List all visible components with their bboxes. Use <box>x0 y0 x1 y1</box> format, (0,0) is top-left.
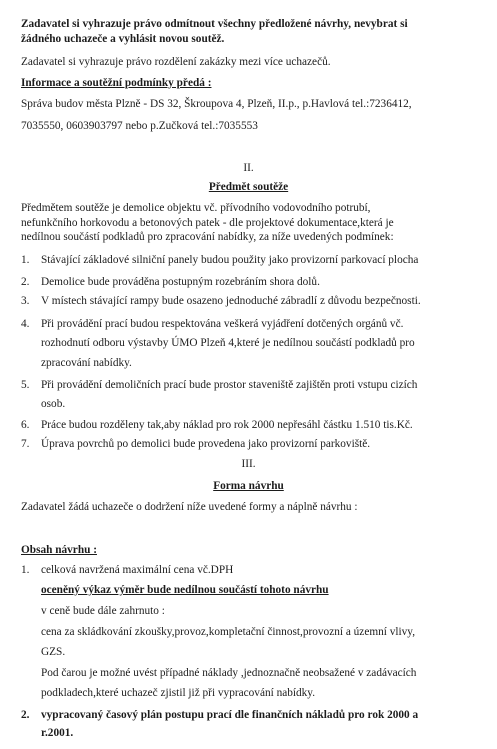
subject-paragraph-line-1: Předmětem soutěže je demolice objektu vč. přívodního vodovodního potrubí, <box>21 202 371 214</box>
content-item-2-line-2: r.2001. <box>41 727 74 739</box>
subject-paragraph-line-3: nedílnou součástí podkladů pro zpracování nabídky, za níže uvedených podmínek: <box>21 231 394 243</box>
content-item-1-subtitle: oceněný výkaz výměr bude nedílnou součástí tohoto návrhu <box>41 584 329 596</box>
content-heading: Obsah návrhu : <box>21 544 97 556</box>
included-costs-line-2: GZS. <box>41 646 66 658</box>
condition-number: 7. <box>21 438 30 450</box>
subject-paragraph-line-2: nefunkčního horkovodu a betonových patek - dle projektové dokumentace,která je <box>21 217 394 229</box>
included-costs-label: v ceně bude dále zahrnuto : <box>41 605 165 617</box>
content-item-1-number: 1. <box>21 564 30 576</box>
condition-text: Stávající základové silniční panely budou použity jako provizorní parkovací plocha <box>41 254 419 266</box>
condition-text: rozhodnutí odboru výstavby ÚMO Plzeň 4,které je nedílnou součástí podkladů pro <box>41 337 415 349</box>
reserve-rights-line-2: žádného uchazeče a vyhlásit novou soutěž. <box>21 33 225 45</box>
reserve-rights-line-1: Zadavatel si vyhrazuje právo odmítnout všechny předložené návrhy, nevybrat si <box>21 18 408 30</box>
contact-line-1: Správa budov města Plzně - DS 32, Škroupova 4, Plzeň, II.p., p.Havlová tel.:7236412, <box>21 98 412 110</box>
cost-note-line-1: Pod čarou je možné uvést případné náklady ,jednoznačně neobsažené v zadávacích <box>41 667 417 679</box>
condition-text: Práce budou rozděleny tak,aby náklad pro rok 2000 nepřesáhl částku 1.510 tis.Kč. <box>41 419 413 431</box>
condition-number: 2. <box>21 276 30 288</box>
content-item-2-number: 2. <box>21 709 30 721</box>
content-item-2-line-1: vypracovaný časový plán postupu prací dle finančních nákladů pro rok 2000 a <box>41 709 419 721</box>
cost-note-line-2: podkladech,které uchazeč zjistil již při vypracování nabídky. <box>41 687 316 699</box>
section-2-numeral: II. <box>243 162 254 174</box>
section-3-title: Forma návrhu <box>213 480 284 492</box>
condition-text: Při provádění prací budou respektována veškerá vyjádření dotčených orgánů vč. <box>41 318 404 330</box>
condition-number: 4. <box>21 318 30 330</box>
condition-text: Demolice bude prováděna postupným rozebráním shora dolů. <box>41 276 320 288</box>
condition-number: 3. <box>21 295 30 307</box>
section-3-numeral: III. <box>241 458 256 470</box>
info-heading: Informace a soutěžní podmínky předá : <box>21 77 212 89</box>
condition-number: 1. <box>21 254 30 266</box>
form-paragraph: Zadavatel žádá uchazeče o dodržení níže uvedené formy a náplně návrhu : <box>21 501 358 513</box>
condition-text: V místech stávající rampy bude osazeno jednoduché zábradlí z důvodu bezpečnosti. <box>41 295 421 307</box>
section-2-title: Předmět soutěže <box>208 181 289 193</box>
condition-text: Úprava povrchů po demolici bude provedena jako provizorní parkoviště. <box>41 438 371 450</box>
contact-line-2: 7035550, 0603903797 nebo p.Zučková tel.:7035553 <box>21 120 258 132</box>
condition-number: 6. <box>21 419 30 431</box>
condition-number: 5. <box>21 379 30 391</box>
included-costs-line-1: cena za skládkování zkoušky,provoz,kompletační činnost,provozní a územní vlivy, <box>41 626 416 638</box>
content-item-1-title: celková navržená maximální cena vč.DPH <box>41 564 234 576</box>
condition-text: osob. <box>41 398 66 410</box>
condition-text: zpracování nabídky. <box>41 357 132 369</box>
split-right-text: Zadavatel si vyhrazuje právo rozdělení zakázky mezi více uchazečů. <box>21 56 331 68</box>
condition-text: Při provádění demoličních prací bude prostor staveniště zajištěn proti vstupu cizích <box>41 379 418 391</box>
